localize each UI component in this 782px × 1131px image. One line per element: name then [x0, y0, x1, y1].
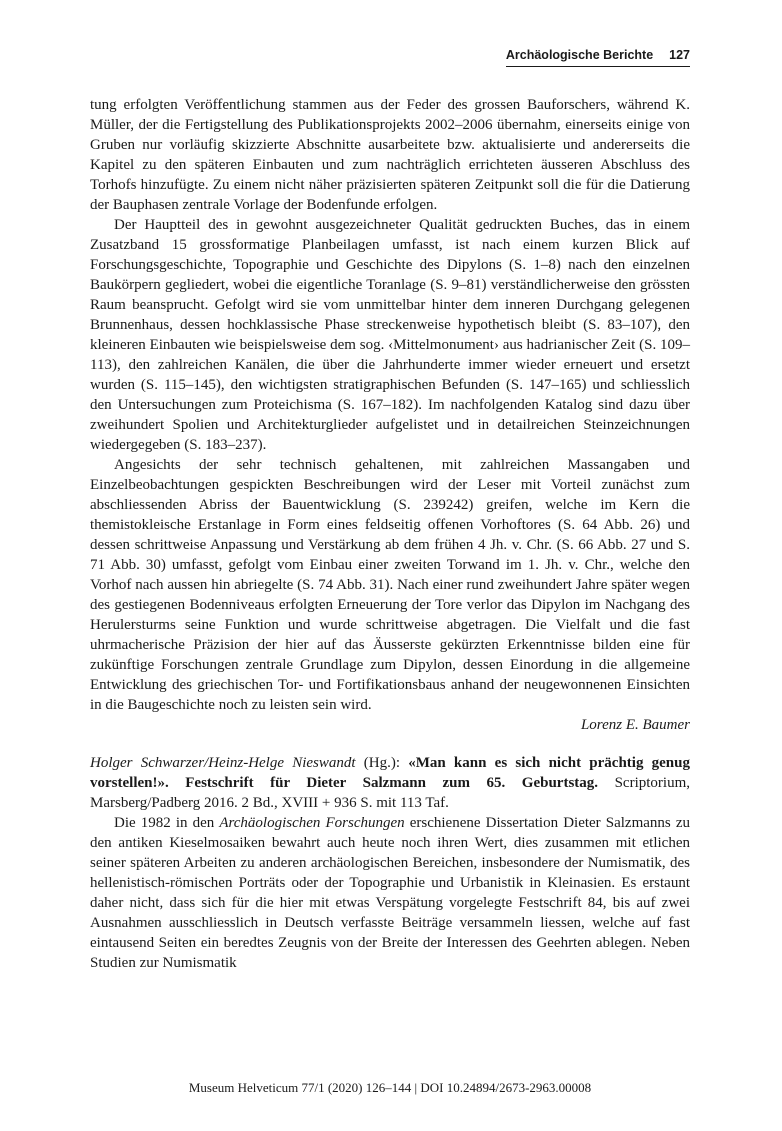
- page-footer: [90, 1079, 690, 1097]
- review-editor-label: (Hg.):: [355, 755, 409, 771]
- reviewer-signature: Lorenz E. Baumer: [580, 717, 690, 733]
- review-baumer: [90, 95, 690, 735]
- review-heading: [90, 753, 690, 813]
- footer-separator: |: [414, 1080, 421, 1095]
- running-head-rule: [506, 48, 690, 67]
- review-salzmann: [90, 753, 690, 973]
- running-head-title: Archäologische Berichte: [505, 48, 654, 62]
- review-title: «Man kann es sich nicht prächtig genug vorstellen!». Festschrift für Dieter Salzmann zum 65. Geburtstag.: [90, 755, 690, 791]
- footer-doi: DOI 10.24894/2673-2963.00008: [420, 1080, 592, 1095]
- paragraph: Der Hauptteil des in gewohnt ausgezeichneter Qualität gedruckten Buches, das in einem Zusatzband 15 grossformatige Planbeilagen umfasst, ist nach einem kurzen Blick auf Forschungsgeschichte, Topographie und Geschichte des Dipylons (S. 1–8) nach den einzelnen Baukörpern gegliedert, wobei die eigentliche Toranlage (S. 9–81) verständlicherweise den grössten Raum beansprucht. Gefolgt wird sie vom unmittelbar hinter dem inneren Durchgang gelegenen Brunnenhaus, dessen hochklassische Phase streckenweise hypothetisch bleibt (S. 83–107), den kleineren Einbauten wie beispielsweise dem sog. ‹Mittelmonument› aus hadrianischer Zeit (S. 109–113), den zahlreichen Kanälen, die über die Jahrhunderte immer wieder erneuert und ersetzt wurden (S. 115–145), den wichtigsten stratigraphischen Befunden (S. 147–165) und schliesslich den Untersuchungen zum Proteichisma (S. 167–182). Im nachfolgenden Katalog sind dazu über zweihundert Spolien und Architekturglieder aufgelistet und in detailreichen Steinzeichnungen wiedergegeben (S. 183–237).: [90, 217, 690, 453]
- running-head: [90, 48, 690, 67]
- review-publication-info: Scriptorium, Marsberg/Padberg 2016. 2 Bd., XVIII + 936 S. mit 113 Taf.: [90, 775, 690, 811]
- running-head-page-number: 127: [669, 48, 690, 62]
- series-title: Archäologischen Forschungen: [219, 815, 405, 831]
- paragraph: Angesichts der sehr technisch gehaltenen, mit zahlreichen Massangaben und Einzelbeobachtungen gespickten Beschreibungen wird der Leser mit Vorteil zunächst zum abschliessenden Abriss der Bauentwicklung (S. 239242) greifen, welche im Kern die themistokleische Erstanlage in Form eines feldseitig offenen Vorhoftores (S. 64 Abb. 26) und dessen schrittweise Anpassung und Verstärkung ab dem frühen 4 Jh. v. Chr. (S. 66 Abb. 27 und S. 71 Abb. 30) umfasst, gefolgt vom Einbau einer zweiten Torwand im 1. Jh. v. Chr., welche den Vorhof nach aussen hin abriegelte (S. 74 Abb. 31). Nach einer rund zweihundert Jahre später wegen des gestiegenen Bodenniveaus erfolgten Erneuerung der Tore verlor das Dipylon im Nachgang des Herulersturms seine Funktion und wurde schrittweise abgetragen. Die Vielfalt und die fast uhrmacherische Präzision der hier auf das Äusserste gekürzten Erkenntnisse bilden eine für zukünftige Forschungen zentrale Grundlage zum Dipylon, dessen Einordung in die allgemeine Entwicklung des griechischen Tor- und Fortifikationsbaus anhand der neugewonnenen Einsichten in die Baugeschichte noch zu leisten sein wird.: [90, 457, 690, 713]
- paragraph-continuation: tung erfolgten Veröffentlichung stammen aus der Feder des grossen Bauforschers, während K. Müller, der die Fertigstellung des Publikationsprojekts 2002–2006 übernahm, einerseits einige von Gruben nur vorläufig skizzierte Abschnitte ausarbeitete bzw. aktualisierte und andererseits die Kapitel zu den späteren Einbauten und zum nachträglich errichteten äusseren Abschluss des Torhofs hinzufügte. Zu einem nicht näher präzisierten späteren Zeitpunkt soll die für die Datierung der Bauphasen zentrale Vorlage der Bodenfunde erfolgen.: [90, 97, 690, 213]
- paragraph: [90, 813, 690, 973]
- paragraph-text: erschienene Dissertation Dieter Salzmanns zu den antiken Kieselmosaiken bewahrt auch heute noch ihren Wert, dies zusammen mit etlichen seiner späteren Arbeiten zu anderen archäologischen Bereichen, insbesondere der Numismatik, des hellenistisch-römischen Porträts oder der Topographie und Urbanistik in Kleinasien. Es erstaunt daher nicht, dass sich für die hier mit etwas Verspätung vorgelegte Festschrift 84, bis auf zwei Ausnahmen ausschliesslich in Deutsch verfasste Beiträge versammeln liessen, welche auf fast eintausend Seiten ein beredtes Zeugnis von der Breite der Interessen des Geehrten ablegen. Neben Studien zur Numismatik: [90, 815, 690, 971]
- journal-citation: Museum Helveticum 77/1 (2020) 126–144: [188, 1080, 415, 1095]
- article-body: [90, 95, 690, 973]
- paragraph-text: Die 1982 in den: [114, 815, 220, 831]
- review-editors: Holger Schwarzer/Heinz-Helge Nieswandt: [90, 755, 356, 771]
